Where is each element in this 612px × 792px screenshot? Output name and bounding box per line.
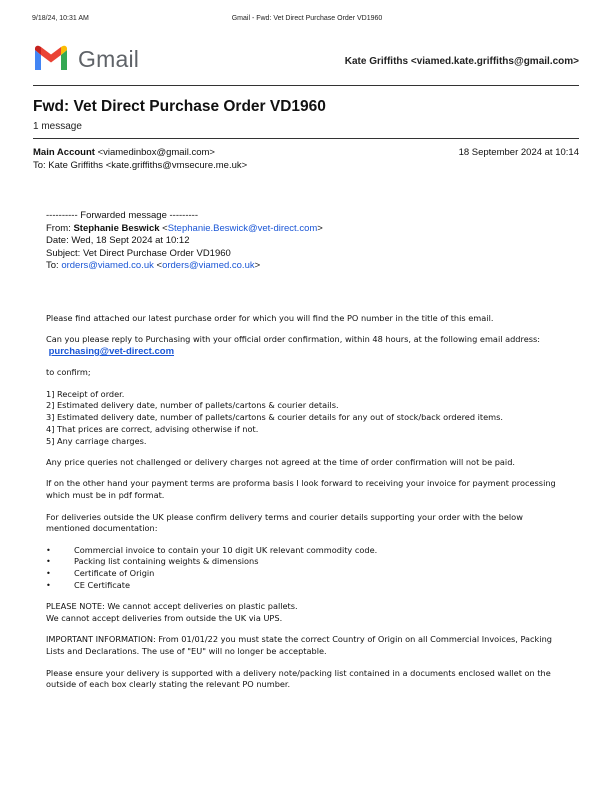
- message-count: 1 message: [33, 121, 82, 132]
- list-item: • Certificate of Origin: [46, 568, 566, 580]
- print-title: Gmail - Fwd: Vet Direct Purchase Order VD1960: [231, 15, 383, 22]
- body-paragraph: to confirm;: [46, 367, 91, 378]
- message-date: 18 September 2024 at 10:14: [458, 147, 579, 158]
- body-paragraph: Any price queries not challenged or delivery charges not agreed at the time of order confirmation will not be paid.: [46, 457, 516, 468]
- forwarded-block: [46, 210, 323, 273]
- list-item: 4] That prices are correct, advising otherwise if not.: [46, 424, 259, 435]
- list-item: • CE Certificate: [46, 580, 566, 592]
- list-item: • Packing list containing weights & dimensions: [46, 556, 566, 568]
- body-paragraph: For deliveries outside the UK please confirm delivery terms and courier details supporting your order with the below mentioned documentation:: [46, 511, 523, 534]
- forwarded-from-email-link[interactable]: Stephanie.Beswick@vet-direct.com: [167, 222, 318, 234]
- body-paragraph: IMPORTANT INFORMATION: From 01/01/22 you must state the correct Country of Origin on all Commercial Invoices, Packing Lists and Declarations. The use of "EU" will no longer be acceptable.: [46, 634, 552, 657]
- gmail-header: [33, 44, 579, 78]
- forwarded-to-email-link-2[interactable]: orders@viamed.co.uk: [162, 260, 255, 272]
- documentation-list: [46, 545, 566, 592]
- forwarded-header: ---------- Forwarded message ---------: [46, 210, 198, 221]
- thread-subject: Fwd: Vet Direct Purchase Order VD1960: [33, 98, 326, 115]
- subject-divider: [33, 138, 579, 139]
- list-item: 5] Any carriage charges.: [46, 435, 147, 446]
- body-paragraph: Can you please reply to Purchasing with your official order confirmation, within 48 hours, at the following email address: purchasing@vet-direct.com: [46, 334, 541, 358]
- body-paragraph: Please ensure your delivery is supported with a delivery note/packing list contained in a documents enclosed wallet on the outside of each box clearly stating the relevant PO number.: [46, 667, 551, 690]
- forwarded-date: Date: Wed, 18 Sept 2024 at 10:12: [46, 235, 190, 247]
- account-name: Kate Griffiths <viamed.kate.griffiths@gmail.com>: [344, 56, 579, 67]
- body-paragraph: Please find attached our latest purchase order for which you will find the PO number in the title of this email.: [46, 313, 494, 323]
- confirm-list: [46, 389, 566, 448]
- forwarded-from: From: Stephanie Beswick <Stephanie.Beswick@vet-direct.com>: [46, 222, 323, 234]
- body-note: [46, 601, 566, 625]
- sender-email: <viamedinbox@gmail.com>: [97, 147, 215, 158]
- body-paragraph: If on the other hand your payment terms are proforma basis I look forward to receiving your invoice for payment processing which must be in pdf format.: [46, 478, 556, 501]
- list-item: • Commercial invoice to contain your 10 digit UK relevant commodity code.: [46, 545, 566, 557]
- forwarded-to-email-link[interactable]: orders@viamed.co.uk: [61, 260, 154, 272]
- message-sender: [33, 147, 215, 158]
- forwarded-subject: Subject: Vet Direct Purchase Order VD1960: [46, 247, 231, 259]
- list-item: 1] Receipt of order.: [46, 388, 125, 399]
- message-body: [46, 313, 566, 701]
- sender-name: Main Account: [33, 147, 95, 158]
- list-item: 2] Estimated delivery date, number of pallets/cartons & courier details.: [46, 400, 339, 411]
- note-line: PLEASE NOTE: We cannot accept deliveries on plastic pallets.: [46, 601, 298, 612]
- gmail-wordmark: Gmail: [78, 46, 140, 72]
- forwarded-from-name: Stephanie Beswick: [73, 222, 160, 234]
- print-date: 9/18/24, 10:31 AM: [32, 15, 89, 22]
- header-divider: [33, 85, 579, 86]
- gmail-logo-icon: [33, 44, 69, 72]
- message-recipient: To: Kate Griffiths <kate.griffiths@vmsecure.me.uk>: [33, 160, 248, 171]
- purchasing-email-link[interactable]: purchasing@vet-direct.com: [48, 346, 175, 358]
- note-line: We cannot accept deliveries from outside the UK via UPS.: [46, 613, 283, 624]
- list-item: 3] Estimated delivery date, number of pallets/cartons & courier details for any out of stock/back ordered items.: [46, 412, 504, 423]
- forwarded-to: To: orders@viamed.co.uk <orders@viamed.co.uk>: [46, 260, 261, 272]
